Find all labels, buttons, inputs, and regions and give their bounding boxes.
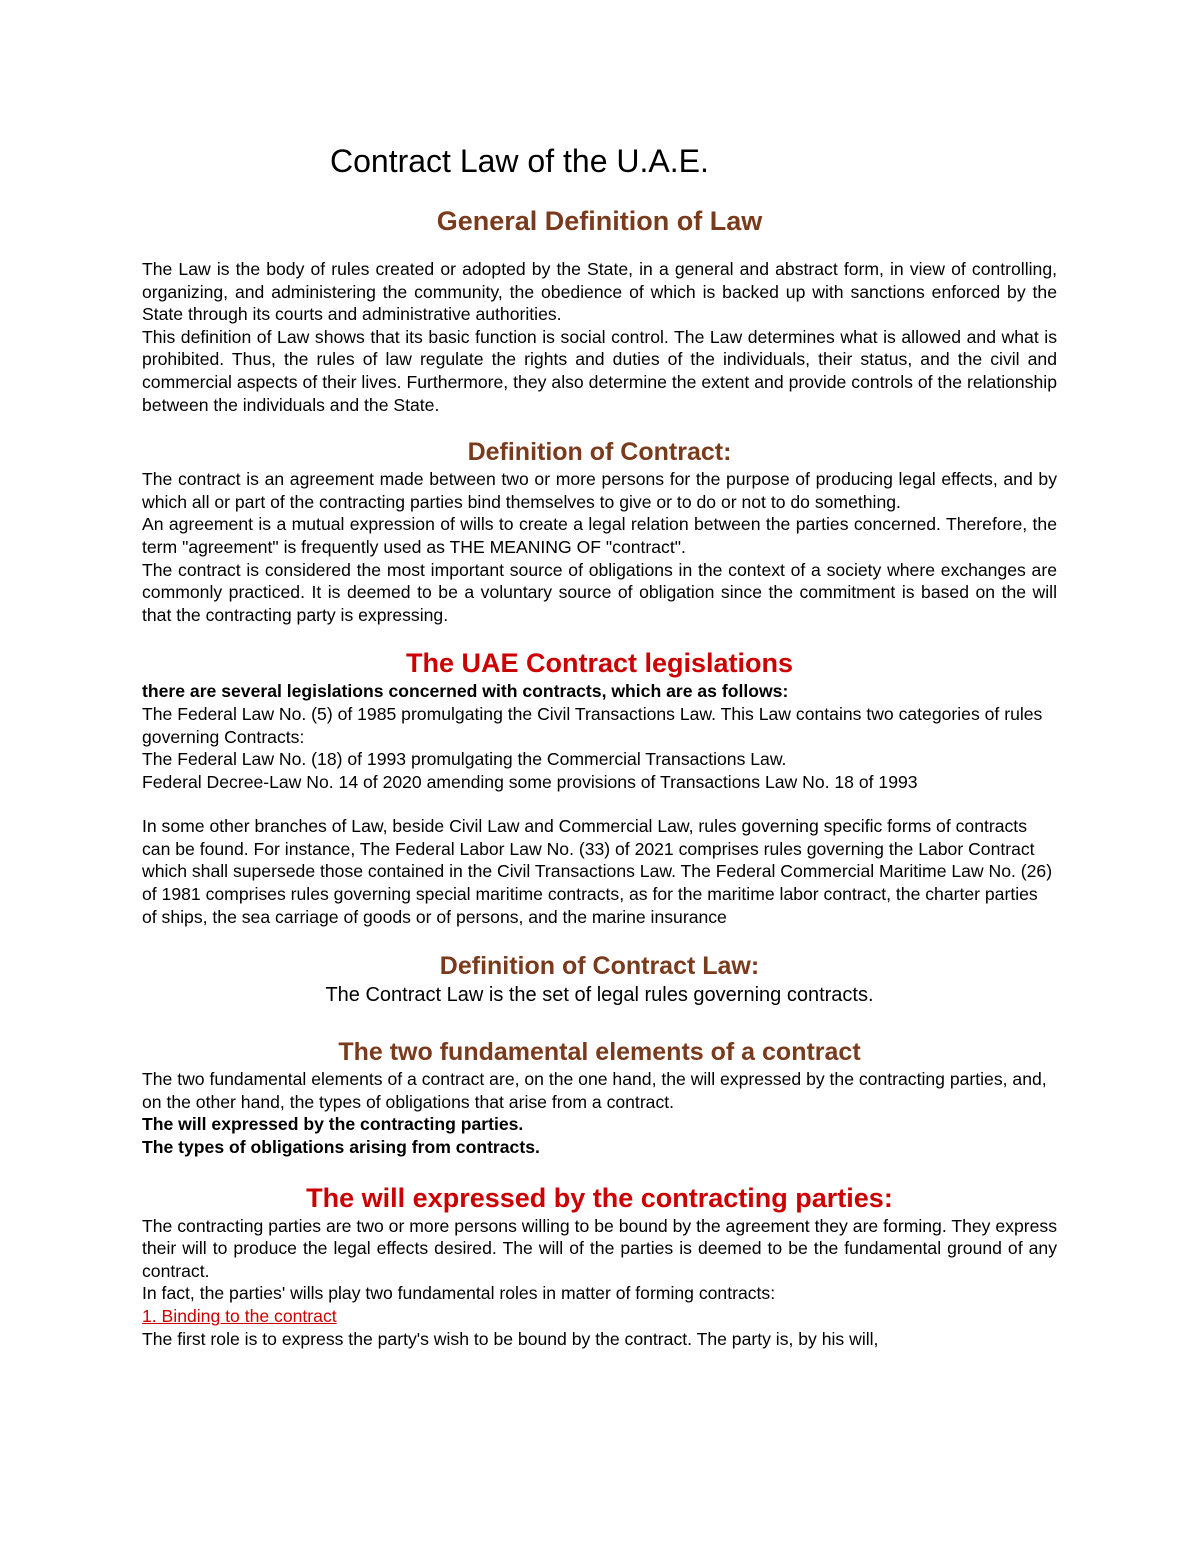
paragraph: In fact, the parties' wills play two fundamental roles in matter of forming contracts: (142, 1283, 776, 1304)
legislations-intro: there are several legislations concerned with contracts, which are as follows: (142, 681, 789, 702)
paragraph: The first role is to express the party's wish to be bound by the contract. The party is, by his will, (142, 1328, 879, 1349)
list-item: The Federal Law No. (18) of 1993 promulgating the Commercial Transactions Law. (142, 749, 787, 770)
element-item: The types of obligations arising from contracts. (142, 1137, 540, 1158)
heading-general-definition: General Definition of Law (436, 206, 763, 236)
heading-definition-contract: Definition of Contract: (467, 438, 732, 467)
paragraph: This definition of Law shows that its basic function is social control. The Law determines what is allowed and what is prohibited. Thus, the rules of law regulate the rights and duties of the individuals, their status, and the civil and commercial aspects of their lives. Furthermore, they also determine the extent and provide controls of the relationship between the individuals and the State. (142, 326, 1057, 415)
paragraph: An agreement is a mutual expression of wills to create a legal relation between the parties concerned. Therefore, the term "agreement" is frequently used as THE MEANING OF "contract". (142, 514, 1057, 557)
heading-two-elements: The two fundamental elements of a contract (338, 1038, 861, 1067)
list-item: Federal Decree-Law No. 14 of 2020 amending some provisions of Transactions Law No. 18 of 1993 (142, 771, 918, 792)
paragraph: The contract is considered the most important source of obligations in the context of a society where exchanges are commonly practiced. It is deemed to be a voluntary source of obligation since the commitment is based on the will that the contracting party is expressing. (142, 559, 1057, 625)
document-body (142, 140, 1057, 1350)
list-item: The Federal Law No. (5) of 1985 promulgating the Civil Transactions Law. This Law contains two categories of rules governing Contracts: (142, 703, 1043, 747)
heading-will-expressed: The will expressed by the contracting parties: (306, 1182, 893, 1213)
paragraph: The Law is the body of rules created or adopted by the State, in a general and abstract form, in view of controlling, organizing, and administering the community, the obedience of which is backed up with sanctions enforced by the State through its courts and administrative authorities. (142, 259, 1057, 325)
heading-definition-contract-law: Definition of Contract Law: (439, 952, 760, 981)
heading-uae-legislations: The UAE Contract legislations (405, 648, 794, 679)
element-item: The will expressed by the contracting parties. (142, 1114, 524, 1135)
paragraph: The contract is an agreement made between two or more persons for the purpose of producing legal effects, and by which all or part of the contracting parties bind themselves to give or to do or not to do something. (142, 469, 1057, 512)
paragraph: The Contract Law is the set of legal rules governing contracts. (325, 984, 874, 1007)
paragraph: In some other branches of Law, beside Civil Law and Commercial Law, rules governing specific forms of contracts can be found. For instance, The Federal Labor Law No. (33) of 2021 comprises rules governing the Labor Contract which shall supersede those contained in the Civil Transactions Law. The Federal Commercial Maritime Law No. (26) of 1981 comprises rules governing special maritime contracts, as for the maritime labor contract, the charter parties of ships, the sea carriage of goods or of persons, and the marine insurance (142, 816, 1053, 927)
document-title: Contract Law of the U.A.E. (330, 143, 709, 179)
binding-to-contract-link[interactable]: 1. Binding to the contract (142, 1306, 337, 1326)
paragraph: The contracting parties are two or more persons willing to be bound by the agreement they are forming. They express their will to produce the legal effects desired. The will of the parties is deemed to be the fundamental ground of any contract. (142, 1215, 1057, 1281)
paragraph: The two fundamental elements of a contract are, on the one hand, the will expressed by the contracting parties, and, on the other hand, the types of obligations that arise from a contract. (142, 1069, 1047, 1112)
